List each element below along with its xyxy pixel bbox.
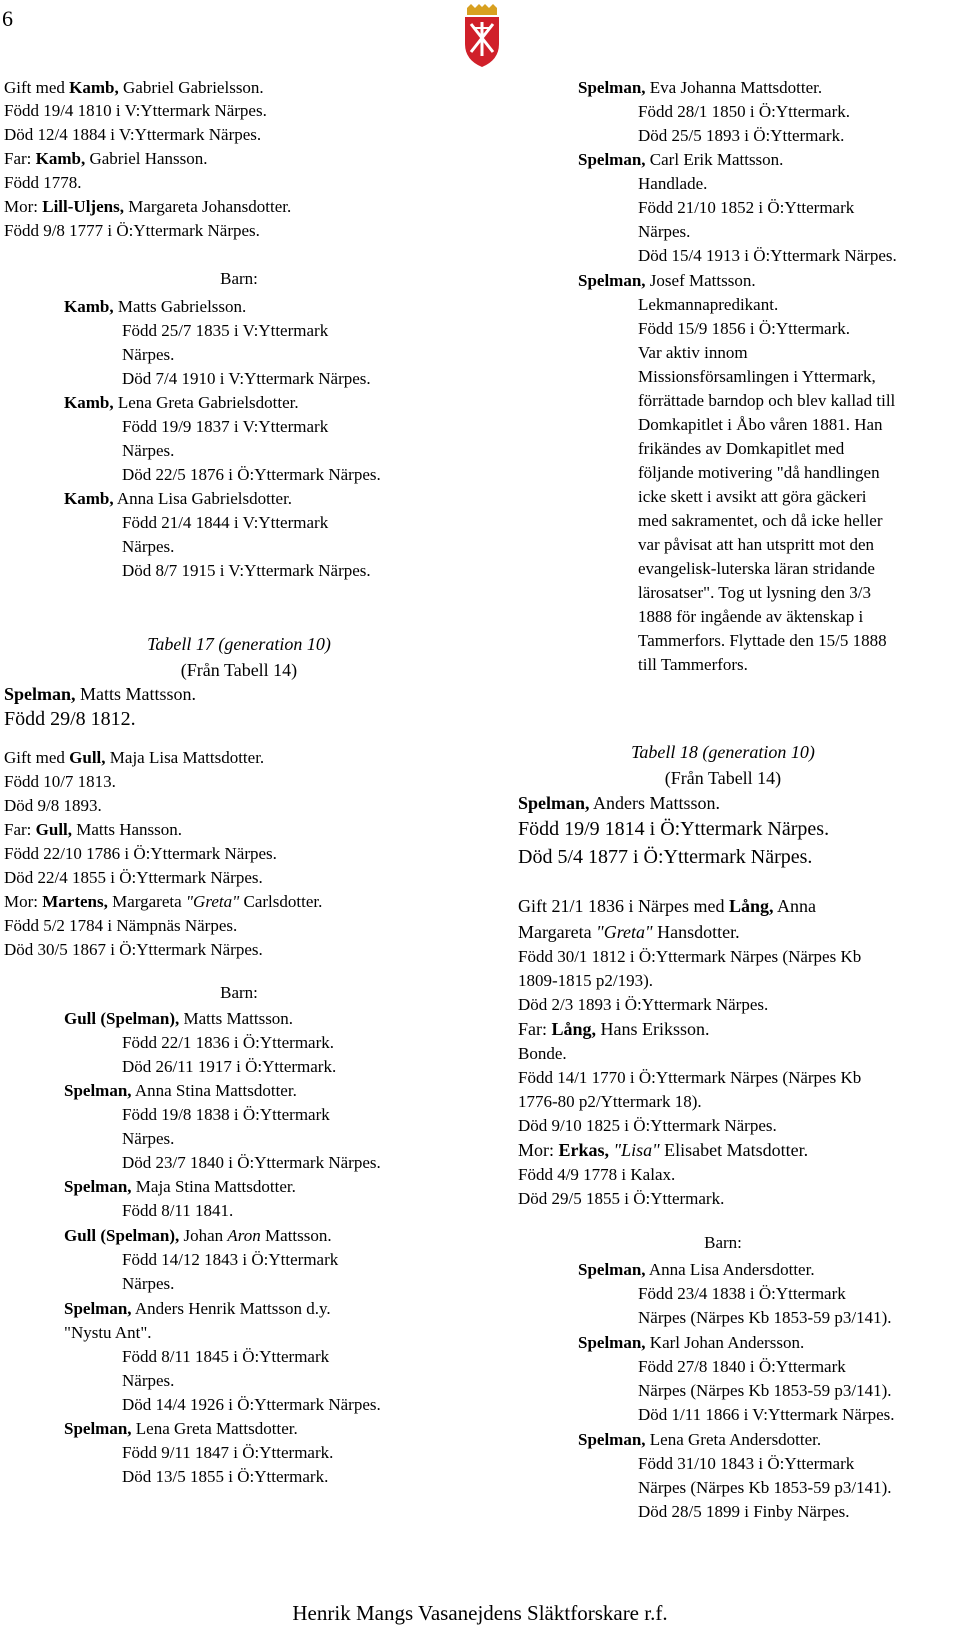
t17-child-detail: Närpes. xyxy=(122,1274,175,1293)
mother-line: Mor: Lill-Uljens, Margareta Johansdotter. xyxy=(4,197,292,216)
t17-child-detail: Död 13/5 1855 i Ö:Yttermark. xyxy=(122,1467,329,1486)
child-detail: Närpes. xyxy=(122,345,175,364)
mother-born: Född 9/8 1777 i Ö:Yttermark Närpes. xyxy=(4,221,260,240)
t18-child-detail: Närpes (Närpes Kb 1853-59 p3/141). xyxy=(638,1478,892,1497)
t18-head-died: Död 5/4 1877 i Ö:Yttermark Närpes. xyxy=(518,846,813,868)
r-child-detail: till Tammerfors. xyxy=(638,655,748,674)
t17-spouse-died: Död 9/8 1893. xyxy=(4,796,102,815)
t17-child-detail: Död 23/7 1840 i Ö:Yttermark Närpes. xyxy=(122,1153,381,1172)
t17-child-detail: Född 19/8 1838 i Ö:Yttermark xyxy=(122,1105,330,1124)
r-child-detail: Handlade. xyxy=(638,174,708,193)
coat-of-arms-icon xyxy=(457,4,507,68)
t18-child-detail: Död 28/5 1899 i Finby Närpes. xyxy=(638,1502,850,1521)
spouse-died: Död 12/4 1884 i V:Yttermark Närpes. xyxy=(4,125,262,144)
table-17-title: Tabell 17 (generation 10) xyxy=(147,634,331,654)
children-label: Barn: xyxy=(220,269,258,288)
t17-head-born: Född 29/8 1812. xyxy=(4,708,136,730)
t17-father-born: Född 22/10 1786 i Ö:Yttermark Närpes. xyxy=(4,844,277,863)
t17-mother-died: Död 30/5 1867 i Ö:Yttermark Närpes. xyxy=(4,940,263,959)
t18-father-detail: 1776-80 p2/Yttermark 18). xyxy=(518,1092,702,1111)
t17-child-detail: Född 8/11 1841. xyxy=(122,1201,234,1220)
r-child-detail: med sakramentet, och då icke heller xyxy=(638,511,883,530)
r-child-detail: 1888 för ingående av äktenskap i xyxy=(638,607,864,626)
t18-child-detail: Född 23/4 1838 i Ö:Yttermark xyxy=(638,1284,846,1303)
child-name: Kamb, Lena Greta Gabrielsdotter. xyxy=(64,393,299,412)
r-child-detail: lärosatser". Tog ut lysning den 3/3 xyxy=(638,583,872,602)
t17-mother-born: Född 5/2 1784 i Nämpnäs Närpes. xyxy=(4,916,238,935)
t17-child-name: Spelman, Anna Stina Mattsdotter. xyxy=(64,1081,297,1100)
t18-child-detail: Född 27/8 1840 i Ö:Yttermark xyxy=(638,1357,846,1376)
child-detail: Närpes. xyxy=(122,537,175,556)
r-child-name: Spelman, Carl Erik Mattsson. xyxy=(578,150,784,169)
child-name: Kamb, Matts Gabrielsson. xyxy=(64,297,247,316)
table-17-source: (Från Tabell 14) xyxy=(180,660,298,680)
r-child-detail: Lekmannapredikant. xyxy=(638,295,779,314)
child-detail: Död 8/7 1915 i V:Yttermark Närpes. xyxy=(122,561,371,580)
t18-head-born: Född 19/9 1814 i Ö:Yttermark Närpes. xyxy=(518,818,830,840)
t17-child-detail: Närpes. xyxy=(122,1371,175,1390)
page-number: 6 xyxy=(2,6,13,31)
t17-father: Far: Gull, Matts Hansson. xyxy=(4,820,183,839)
t18-mother: Mor: Erkas, "Lisa" Elisabet Matsdotter. xyxy=(518,1140,809,1160)
t18-children-label: Barn: xyxy=(704,1233,742,1252)
t18-married: Gift 21/1 1836 i Närpes med Lång, Anna xyxy=(518,896,816,916)
t17-spouse-born: Född 10/7 1813. xyxy=(4,772,116,791)
child-detail: Närpes. xyxy=(122,441,175,460)
t18-child-name: Spelman, Anna Lisa Andersdotter. xyxy=(578,1260,815,1279)
spouse-line: Gift med Kamb, Gabriel Gabrielsson. xyxy=(4,78,264,97)
table-18-source: (Från Tabell 14) xyxy=(664,768,782,788)
t17-children-label: Barn: xyxy=(220,983,258,1002)
t18-father-detail: Bonde. xyxy=(518,1044,567,1063)
r-child-detail: följande motivering "då handlingen xyxy=(638,463,880,482)
child-detail: Död 22/5 1876 i Ö:Yttermark Närpes. xyxy=(122,465,381,484)
r-child-detail: frikändes av Domkapitlet med xyxy=(638,439,845,458)
t18-child-detail: Född 31/10 1843 i Ö:Yttermark xyxy=(638,1454,855,1473)
t18-child-detail: Närpes (Närpes Kb 1853-59 p3/141). xyxy=(638,1308,892,1327)
child-detail: Född 25/7 1835 i V:Yttermark xyxy=(122,321,329,340)
r-child-detail: Domkapitlet i Åbo våren 1881. Han xyxy=(638,415,883,434)
t17-head-name: Spelman, Matts Mattsson. xyxy=(4,684,197,704)
page-footer: Henrik Mangs Vasanejdens Släktforskare r.f. xyxy=(292,1601,668,1625)
t17-child-name: Spelman, Lena Greta Mattsdotter. xyxy=(64,1419,298,1438)
r-child-detail: Född 21/10 1852 i Ö:Yttermark xyxy=(638,198,855,217)
table-18-title: Tabell 18 (generation 10) xyxy=(631,742,815,762)
t18-father-detail: Död 9/10 1825 i Ö:Yttermark Närpes. xyxy=(518,1116,777,1135)
t17-child-detail: Född 8/11 1845 i Ö:Yttermark xyxy=(122,1347,330,1366)
t17-child-detail: Född 14/12 1843 i Ö:Yttermark xyxy=(122,1250,339,1269)
t17-mother: Mor: Martens, Margareta "Greta" Carlsdotter. xyxy=(4,892,323,911)
r-child-detail: var påvisat att han utspritt mot den xyxy=(638,535,875,554)
child-detail: Död 7/4 1910 i V:Yttermark Närpes. xyxy=(122,369,371,388)
t17-child-detail: Närpes. xyxy=(122,1129,175,1148)
t17-child-detail: Död 26/11 1917 i Ö:Yttermark. xyxy=(122,1057,337,1076)
r-child-detail: Född 15/9 1856 i Ö:Yttermark. xyxy=(638,319,851,338)
t17-child-name: Spelman, Maja Stina Mattsdotter. xyxy=(64,1177,296,1196)
t17-father-died: Död 22/4 1855 i Ö:Yttermark Närpes. xyxy=(4,868,263,887)
t18-father-detail: Född 14/1 1770 i Ö:Yttermark Närpes (Närpes Kb xyxy=(518,1068,862,1087)
child-detail: Född 21/4 1844 i V:Yttermark xyxy=(122,513,329,532)
r-child-detail: Död 25/5 1893 i Ö:Yttermark. xyxy=(638,126,845,145)
t17-child-name: Gull (Spelman), Johan Aron Mattsson. xyxy=(64,1226,332,1245)
r-child-detail: icke skett i avsikt att göra gäckeri xyxy=(638,487,867,506)
t18-spouse-detail: Född 30/1 1812 i Ö:Yttermark Närpes (Närpes Kb xyxy=(518,947,862,966)
child-name: Kamb, Anna Lisa Gabrielsdotter. xyxy=(64,489,293,508)
t17-child-detail: Född 9/11 1847 i Ö:Yttermark. xyxy=(122,1443,334,1462)
t18-married-cont: Margareta "Greta" Hansdotter. xyxy=(518,922,740,942)
t17-spouse: Gift med Gull, Maja Lisa Mattsdotter. xyxy=(4,748,265,767)
t18-child-detail: Närpes (Närpes Kb 1853-59 p3/141). xyxy=(638,1381,892,1400)
r-child-detail: Närpes. xyxy=(638,222,691,241)
t18-mother-detail: Död 29/5 1855 i Ö:Yttermark. xyxy=(518,1189,725,1208)
t18-father: Far: Lång, Hans Eriksson. xyxy=(518,1019,710,1039)
r-child-detail: förrättade barndop och blev kallad till xyxy=(638,391,896,410)
t17-child-name: Gull (Spelman), Matts Mattsson. xyxy=(64,1009,294,1028)
t17-child-nickname: "Nystu Ant". xyxy=(64,1323,152,1342)
t18-child-name: Spelman, Lena Greta Andersdotter. xyxy=(578,1430,822,1449)
child-detail: Född 19/9 1837 i V:Yttermark xyxy=(122,417,329,436)
r-child-name: Spelman, Eva Johanna Mattsdotter. xyxy=(578,78,823,97)
r-child-detail: Död 15/4 1913 i Ö:Yttermark Närpes. xyxy=(638,246,897,265)
spouse-born: Född 19/4 1810 i V:Yttermark Närpes. xyxy=(4,101,267,120)
r-child-detail: evangelisk-luterska läran stridande xyxy=(638,559,875,578)
t18-spouse-detail: Död 2/3 1893 i Ö:Yttermark Närpes. xyxy=(518,995,769,1014)
r-child-detail: Missionsförsamlingen i Yttermark, xyxy=(638,367,876,386)
t18-child-detail: Död 1/11 1866 i V:Yttermark Närpes. xyxy=(638,1405,895,1424)
r-child-detail: Var aktiv innom xyxy=(638,343,748,362)
r-child-name: Spelman, Josef Mattsson. xyxy=(578,271,756,290)
father-born: Född 1778. xyxy=(4,173,82,192)
r-child-detail: Född 28/1 1850 i Ö:Yttermark. xyxy=(638,102,851,121)
t18-head-name: Spelman, Anders Mattsson. xyxy=(518,793,721,813)
t18-mother-detail: Född 4/9 1778 i Kalax. xyxy=(518,1165,676,1184)
t17-child-name: Spelman, Anders Henrik Mattsson d.y. xyxy=(64,1299,331,1318)
t17-child-detail: Död 14/4 1926 i Ö:Yttermark Närpes. xyxy=(122,1395,381,1414)
t18-spouse-detail: 1809-1815 p2/193). xyxy=(518,971,654,990)
t18-child-name: Spelman, Karl Johan Andersson. xyxy=(578,1333,805,1352)
father-line: Far: Kamb, Gabriel Hansson. xyxy=(4,149,208,168)
r-child-detail: Tammerfors. Flyttade den 15/5 1888 xyxy=(638,631,887,650)
t17-child-detail: Född 22/1 1836 i Ö:Yttermark. xyxy=(122,1033,335,1052)
